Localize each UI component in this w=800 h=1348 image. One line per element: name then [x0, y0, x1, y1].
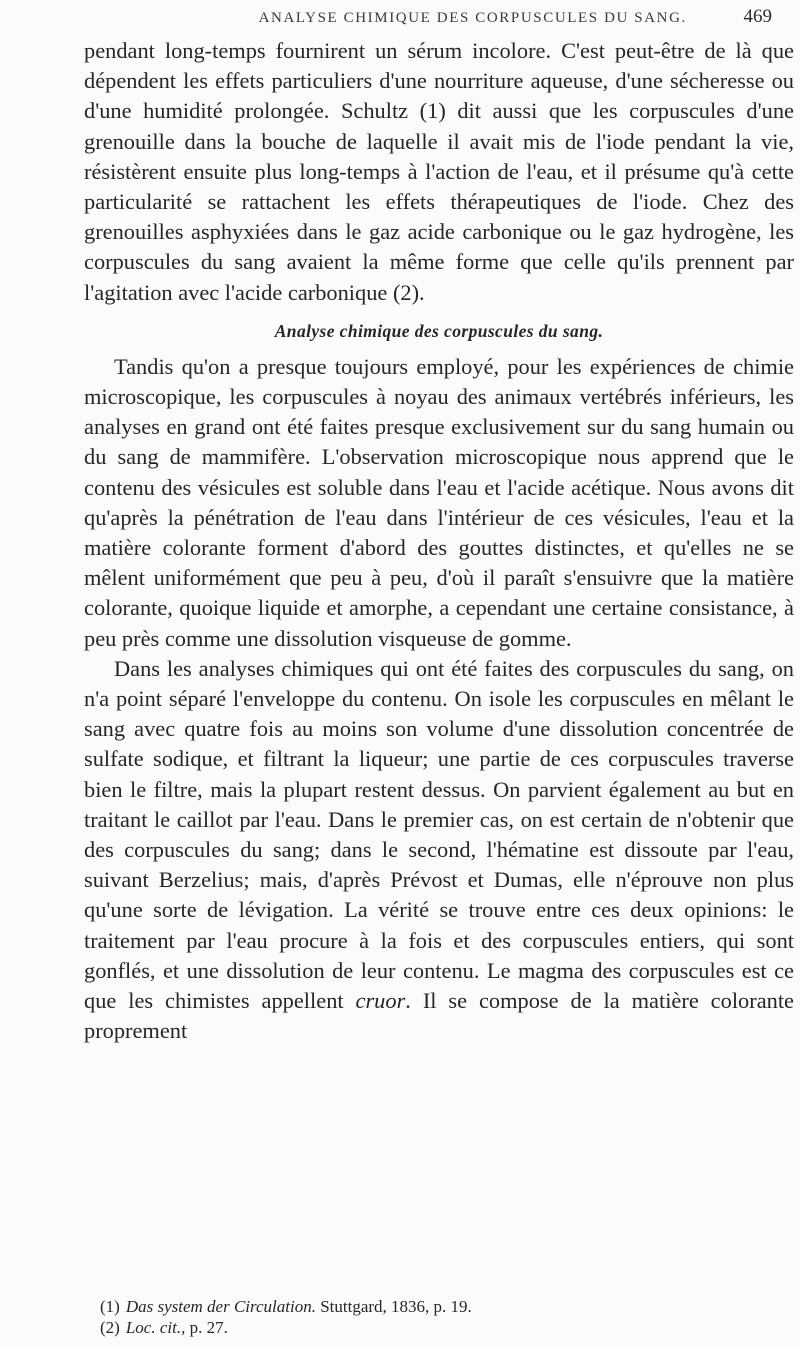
footnotes	[100, 1296, 790, 1338]
term-cruor: cruor	[355, 988, 406, 1014]
paragraph-isolation-methods	[84, 654, 794, 1047]
footnote-detail: Stuttgard, 1836, p. 19.	[315, 1297, 472, 1316]
page-header	[84, 6, 772, 28]
paragraph-chemical-analysis: Tandis qu'on a presque toujours employé, pour les expériences de chimie microscopique, les corpuscules à noyau des animaux vertébrés inférieurs, les analyses en grand ont été faites presque exclusivement sur du sang humain ou du sang de mammifère. L'observation microscopique nous apprend que le contenu des vésicules est soluble dans l'eau et l'acide acétique. Nous avons dit qu'après la pénétration de l'eau dans l'intérieur de ces vésicules, l'eau et la matière colorante forment d'abord des gouttes distinctes, et qu'elles ne se mêlent uniformément que peu à peu, d'où il paraît s'ensuivre que la matière colorante, quoique liquide et amorphe, a cependant une certaine consistance, à peu près comme une dissolution visqueuse de gomme.	[84, 353, 794, 651]
footnote-2	[100, 1317, 790, 1338]
footnote-label: (2)	[100, 1318, 120, 1337]
body-text	[84, 36, 794, 1047]
footnote-detail: p. 27.	[185, 1318, 228, 1337]
section-heading: Analyse chimique des corpuscules du sang.	[274, 320, 604, 341]
footnote-label: (1)	[100, 1297, 120, 1316]
footnote-1	[100, 1296, 790, 1317]
running-head: ANALYSE CHIMIQUE DES CORPUSCULES DU SANG.	[258, 10, 687, 26]
paragraph-text: Dans les analyses chimiques qui ont été faites des corpuscules du sang, on n'a point séparé l'enveloppe du contenu. On isole les corpuscules en mêlant le sang avec quatre fois au moins son volume d'une dissolution concentrée de sulfate sodique, et filtrant la liqueur; une partie de ces corpuscules traverse bien le filtre, mais la plupart restent dessus. On parvient également au but en traitant le caillot par l'eau. Dans le premier cas, on est certain de n'obtenir que des corpuscules du sang; dans le second, l'hématine est dissoute par l'eau, suivant Berzelius; mais, d'après Prévost et Dumas, elle n'éprouve non plus qu'une sorte de lévigation. La vérité se trouve entre ces deux opinions: le traitement par l'eau procure à la fois et des corpuscules entiers, qui sont gonflés, et une dissolution de leur contenu. Le magma des corpuscules est ce que les chimistes appellent	[84, 655, 794, 1014]
paragraph-continued: pendant long-temps fournirent un sérum incolore. C'est peut-être de là que dépendent les effets particuliers d'une nourriture aqueuse, d'une sécheresse ou d'une humidité prolongée. Schultz (1) dit aussi que les corpuscules d'une grenouille dans la bouche de laquelle il avait mis de l'iode pendant la vie, résistèrent ensuite plus long-temps à l'action de l'eau, et il présume qu'à cette particularité se rattachent les effets thérapeutiques de l'iode. Chez des grenouilles asphyxiées dans le gaz acide carbonique ou le gaz hydrogène, les corpuscules du sang avaient la même forme que celle qu'ils prennent par l'agitation avec l'acide carbonique (2).	[84, 38, 794, 305]
page-number: 469	[743, 6, 772, 27]
footnote-title: Das system der Circulation.	[125, 1297, 316, 1316]
paragraph-text-end: . Il se compose de la matière colorante proprement	[84, 988, 794, 1044]
footnote-title: Loc. cit.,	[125, 1318, 186, 1337]
